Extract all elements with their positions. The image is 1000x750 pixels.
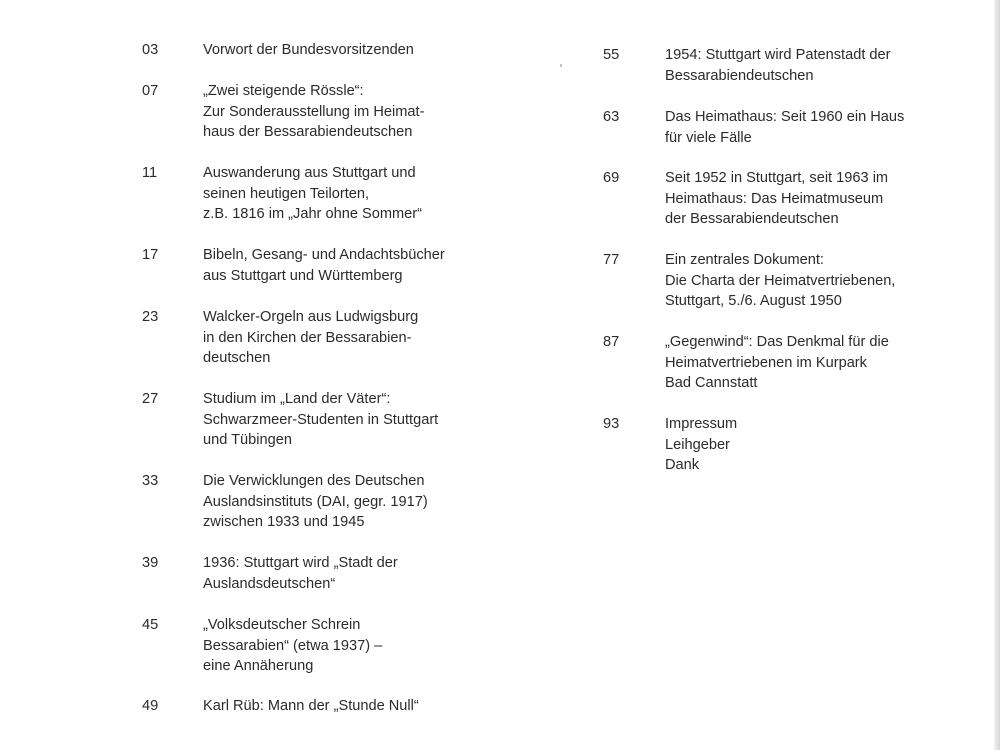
toc-entry-line: haus der Bessarabiendeutschen <box>203 124 413 141</box>
toc-page-number: 45 <box>142 617 159 633</box>
toc-page-number: 03 <box>142 42 159 58</box>
toc-entry-line: „Zwei steigende Rössle“: <box>203 83 364 99</box>
toc-entry-line: Seit 1952 in Stuttgart, seit 1963 im <box>665 170 889 186</box>
toc-entry-line: zwischen 1933 und 1945 <box>203 514 365 531</box>
toc-entry-line: in den Kirchen der Bessarabien- <box>203 329 412 346</box>
paper-speck <box>560 64 562 67</box>
toc-page-number: 69 <box>603 170 620 186</box>
toc-entry-line: Walcker-Orgeln aus Ludwigsburg <box>203 309 419 325</box>
toc-page-number: 39 <box>142 555 159 571</box>
toc-entry-line: Schwarzmeer-Studenten in Stuttgart <box>203 411 439 428</box>
toc-entry-line: Leihgeber <box>665 436 730 453</box>
toc-page-number: 77 <box>603 252 620 268</box>
toc-entry-line: für viele Fälle <box>665 129 752 146</box>
toc-entry-line: seinen heutigen Teilorten, <box>203 185 370 202</box>
toc-entry-line: Dank <box>665 457 700 474</box>
toc-entry-line: Heimatvertriebenen im Kurpark <box>665 354 867 371</box>
toc-entry-line: Studium im „Land der Väter“: <box>203 391 391 407</box>
toc-entry-line: Bessarabiendeutschen <box>665 67 814 84</box>
toc-entry-line: aus Stuttgart und Württemberg <box>203 267 403 284</box>
toc-entry-line: Das Heimathaus: Seit 1960 ein Haus <box>665 109 905 125</box>
toc-entry-line: und Tübingen <box>203 432 292 449</box>
toc-page-number: 23 <box>142 309 159 325</box>
toc-entry-line: „Volksdeutscher Schrein <box>203 617 361 633</box>
toc-page-number: 87 <box>603 334 620 350</box>
toc-entry-line: deutschen <box>203 350 271 367</box>
toc-page-number: 07 <box>142 83 159 99</box>
toc-entry-line: Die Charta der Heimatvertriebenen, <box>665 272 896 289</box>
toc-entry-line: Zur Sonderausstellung im Heimat- <box>203 103 425 120</box>
toc-entry-line: 1954: Stuttgart wird Patenstadt der <box>665 47 891 63</box>
toc-entry-line: Heimathaus: Das Heimatmuseum <box>665 190 884 207</box>
toc-entry-line: Impressum <box>665 416 738 432</box>
toc-entry-line: Stuttgart, 5./6. August 1950 <box>665 293 842 310</box>
toc-entry-line: Auswanderung aus Stuttgart und <box>203 165 416 181</box>
toc-entry-line: eine Annäherung <box>203 658 314 675</box>
toc-entry-line: Auslandsdeutschen“ <box>203 575 336 592</box>
page-edge-shadow <box>994 0 1000 750</box>
toc-entry-line: der Bessarabiendeutschen <box>665 211 839 228</box>
toc-entry-line: Bibeln, Gesang- und Andachtsbücher <box>203 247 445 263</box>
toc-page-number: 17 <box>142 247 159 263</box>
toc-entry-line: 1936: Stuttgart wird „Stadt der <box>203 555 398 571</box>
toc-page-number: 55 <box>603 47 620 63</box>
toc-entry-line: Karl Rüb: Mann der „Stunde Null“ <box>203 698 419 714</box>
toc-page-number: 93 <box>603 416 620 432</box>
toc-page-number: 27 <box>142 391 159 407</box>
toc-entry-line: Bessarabien“ (etwa 1937) – <box>203 637 383 654</box>
toc-page-number: 49 <box>142 698 159 714</box>
toc-entry-line: Auslandsinstituts (DAI, gegr. 1917) <box>203 493 428 510</box>
toc-page-number: 11 <box>142 165 158 181</box>
toc-entry-line: Ein zentrales Dokument: <box>665 252 824 268</box>
toc-entry-line: Bad Cannstatt <box>665 375 758 392</box>
toc-entry-line: z.B. 1816 im „Jahr ohne Sommer“ <box>203 206 422 223</box>
toc-page-number: 33 <box>142 473 159 489</box>
toc-page-number: 63 <box>603 109 620 125</box>
toc-entry-line: Die Verwicklungen des Deutschen <box>203 473 425 489</box>
toc-entry-line: Vorwort der Bundesvorsitzenden <box>203 42 414 58</box>
toc-entry-line: „Gegenwind“: Das Denkmal für die <box>665 334 889 350</box>
